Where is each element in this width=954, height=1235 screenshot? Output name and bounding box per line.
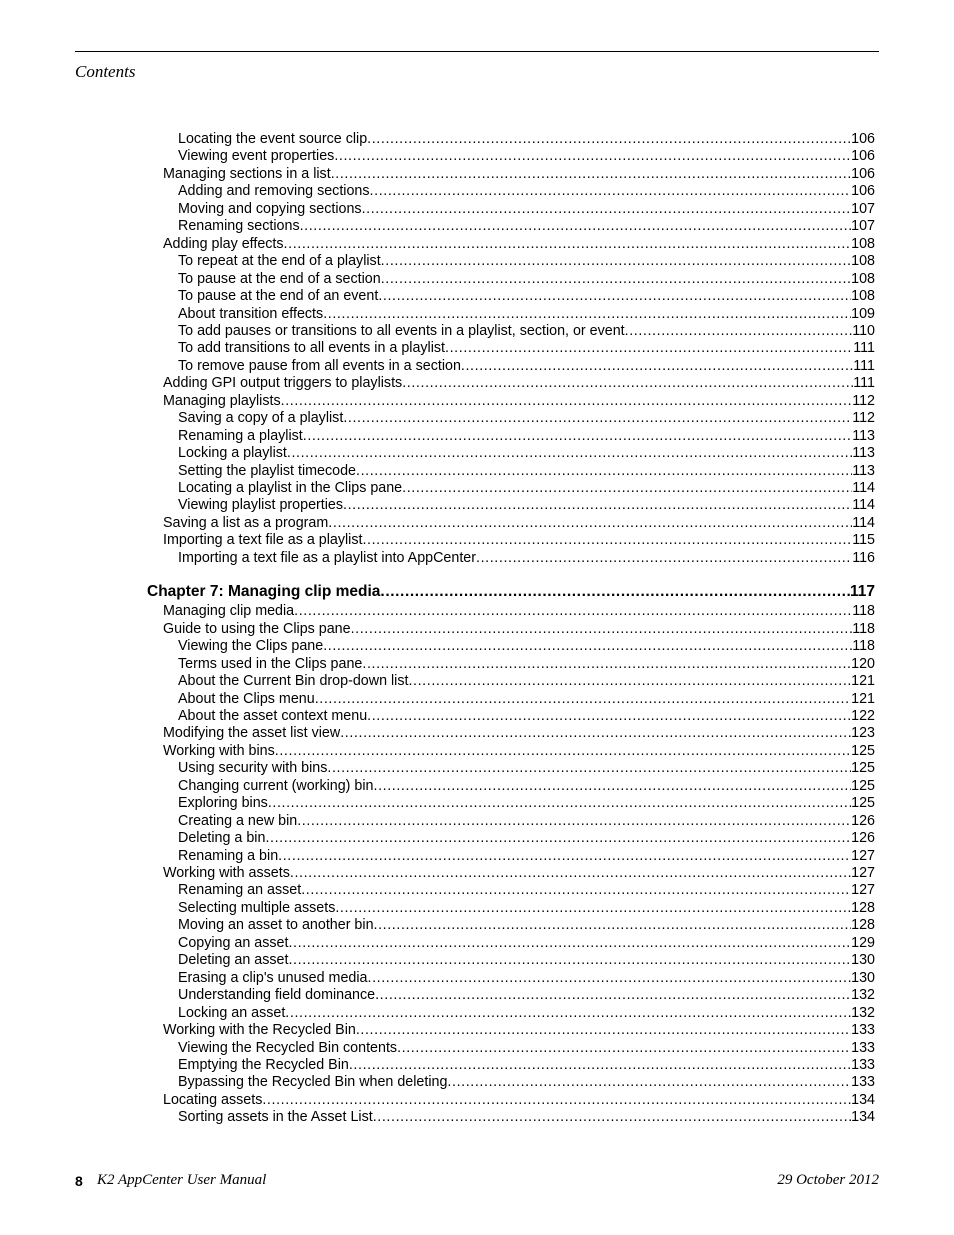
toc-entry[interactable] (178, 340, 875, 357)
toc-entry-page: 129 (851, 934, 875, 951)
toc-entry-page: 108 (851, 288, 875, 305)
toc-entry-title: Locating the event source clip (178, 131, 368, 147)
toc-entry[interactable] (178, 497, 875, 514)
header-rule (75, 51, 879, 52)
toc-entry[interactable] (178, 830, 875, 847)
toc-leader-dots (278, 848, 851, 865)
running-head: Contents (75, 62, 136, 81)
toc-leader-dots (351, 621, 853, 638)
toc-leader-dots (476, 550, 852, 567)
toc-entry-page: 118 (852, 603, 875, 620)
toc-entry-title: Deleting an asset (178, 952, 289, 969)
toc-entry-title: Adding play effects (163, 235, 284, 252)
toc-entry[interactable] (178, 760, 875, 777)
toc-leader-dots (362, 532, 852, 549)
toc-entry-title: About the Clips menu (178, 690, 315, 707)
toc-entry[interactable] (178, 795, 875, 812)
toc-entry-page: 133 (851, 1074, 875, 1091)
toc-leader-dots (331, 166, 851, 183)
toc-entry-title: Viewing the Recycled Bin contents (178, 1039, 398, 1056)
toc-entry-title: Managing sections in a list (163, 165, 331, 182)
footer-page-number: 8 (75, 1173, 83, 1189)
toc-chapter-entry[interactable] (147, 583, 875, 600)
toc-leader-dots (367, 708, 851, 725)
toc-entry-title: Viewing event properties (178, 148, 335, 165)
toc-entry-title: Deleting a bin (178, 830, 266, 847)
toc-entry-page: 126 (851, 830, 875, 847)
toc-entry[interactable] (178, 987, 875, 1004)
toc-leader-dots (285, 1005, 851, 1022)
toc-entry-title: Working with the Recycled Bin (163, 1022, 356, 1039)
toc-entry[interactable] (163, 375, 875, 392)
toc-entry[interactable] (178, 323, 875, 340)
toc-entry-page: 111 (853, 340, 875, 357)
toc-entry-title: To add pauses or transitions to all events in a playlist, section, or event (178, 322, 625, 339)
toc-leader-dots (290, 865, 851, 882)
toc-entry[interactable] (178, 848, 875, 865)
toc-leader-dots (447, 1074, 851, 1091)
toc-entry[interactable] (178, 428, 875, 445)
toc-entry-page: 133 (851, 1039, 875, 1056)
toc-entry-title: Bypassing the Recycled Bin when deleting (178, 1074, 448, 1091)
toc-entry-title: Moving an asset to another bin (178, 917, 374, 934)
toc-entry-page: 109 (851, 305, 875, 322)
toc-entry[interactable] (178, 638, 875, 655)
toc-entry[interactable] (178, 970, 875, 987)
toc-entry[interactable] (178, 183, 875, 200)
toc-leader-dots (380, 583, 850, 600)
toc-leader-dots (625, 323, 853, 340)
toc-entry-page: 106 (851, 131, 875, 147)
toc-entry[interactable] (178, 673, 875, 690)
toc-entry-page: 106 (851, 165, 875, 182)
toc-leader-dots (301, 882, 851, 899)
toc-entry-title: Changing current (working) bin (178, 777, 374, 794)
toc-entry-page: 110 (852, 322, 875, 339)
toc-leader-dots (374, 778, 852, 795)
toc-entry-page: 112 (852, 410, 875, 427)
toc-entry-page: 126 (851, 812, 875, 829)
toc-leader-dots (323, 638, 852, 655)
toc-entry-page: 118 (852, 638, 875, 655)
toc-leader-dots (408, 673, 851, 690)
toc-leader-dots (343, 497, 852, 514)
toc-leader-dots (300, 218, 852, 235)
toc-entry[interactable] (163, 532, 875, 549)
toc-entry[interactable] (178, 1005, 875, 1022)
toc-leader-dots (445, 340, 853, 357)
toc-entry-page: 114 (852, 514, 875, 531)
toc-leader-dots (284, 236, 852, 253)
toc-entry-page: 113 (852, 462, 875, 479)
toc-leader-dots (370, 183, 852, 200)
toc-entry-title: About the Current Bin drop-down list (178, 673, 409, 690)
toc-entry[interactable] (178, 1057, 875, 1074)
toc-entry-title: To pause at the end of a section (178, 270, 381, 287)
toc-entry-page: 128 (851, 917, 875, 934)
toc-entry[interactable] (178, 691, 875, 708)
toc-leader-dots (334, 148, 851, 165)
toc-entry[interactable] (178, 306, 875, 323)
toc-leader-dots (340, 725, 851, 742)
toc-entry-page: 125 (851, 777, 875, 794)
toc-entry-title: Locking a playlist (178, 445, 287, 462)
toc-leader-dots (375, 987, 851, 1004)
toc-entry[interactable] (163, 603, 875, 620)
toc-entry[interactable] (163, 1092, 875, 1109)
toc-entry-title: Managing playlists (163, 392, 281, 409)
toc-leader-dots (373, 1109, 851, 1126)
toc-entry[interactable] (178, 288, 875, 305)
toc-entry[interactable] (178, 1040, 875, 1057)
toc-entry[interactable] (163, 865, 875, 882)
toc-leader-dots (349, 1057, 851, 1074)
toc-entry-title: Viewing playlist properties (178, 497, 344, 514)
toc-entry[interactable] (178, 656, 875, 673)
toc-entry[interactable] (178, 550, 875, 567)
toc-leader-dots (397, 1040, 851, 1057)
toc-leader-dots (262, 1092, 851, 1109)
toc-entry[interactable] (178, 445, 875, 462)
toc-leader-dots (381, 253, 851, 270)
toc-entry-title: To add transitions to all events in a playlist (178, 340, 446, 357)
toc-entry-title: Locating assets (163, 1091, 263, 1108)
toc-entry-page: 125 (851, 760, 875, 777)
toc-leader-dots (335, 900, 851, 917)
toc-entry-title: Guide to using the Clips pane (163, 620, 351, 637)
toc-entry[interactable] (178, 1074, 875, 1091)
toc-entry-title: Importing a text file as a playlist into AppCenter (178, 549, 477, 566)
toc-entry-title: Managing clip media (163, 603, 295, 620)
toc-entry[interactable] (178, 358, 875, 375)
toc-entry-page: 130 (851, 952, 875, 969)
toc-entry-title: To repeat at the end of a playlist (178, 253, 381, 270)
toc-leader-dots (287, 445, 852, 462)
toc-entry[interactable] (178, 131, 875, 148)
toc-entry-page: 108 (851, 270, 875, 287)
toc-entry[interactable] (178, 935, 875, 952)
toc-entry-title: Chapter 7: Managing clip media (147, 583, 381, 601)
toc-entry-title: Moving and copying sections (178, 200, 362, 217)
toc-leader-dots (378, 288, 851, 305)
toc-leader-dots (461, 358, 853, 375)
toc-entry-title: Saving a list as a program (163, 514, 329, 531)
toc-entry-page: 133 (851, 1022, 875, 1039)
toc-entry-page: 108 (851, 235, 875, 252)
toc-leader-dots (343, 410, 852, 427)
toc-entry-title: Using security with bins (178, 760, 328, 777)
toc-leader-dots (265, 830, 851, 847)
toc-entry-title: Locating a playlist in the Clips pane (178, 480, 403, 496)
toc-entry-page: 125 (851, 795, 875, 812)
toc-entry[interactable] (178, 917, 875, 934)
toc-entry-title: Viewing the Clips pane (178, 638, 324, 655)
toc-entry[interactable] (178, 480, 875, 497)
toc-leader-dots (303, 428, 852, 445)
toc-leader-dots (297, 813, 851, 830)
toc-entry-page: 116 (852, 549, 875, 566)
toc-leader-dots (275, 743, 851, 760)
toc-leader-dots (368, 970, 852, 987)
toc-entry[interactable] (178, 410, 875, 427)
toc-entry[interactable] (163, 621, 875, 638)
toc-entry-title: About the asset context menu (178, 707, 368, 724)
toc-leader-dots (362, 656, 851, 673)
toc-leader-dots (356, 463, 852, 480)
toc-entry-page: 115 (852, 532, 875, 549)
toc-entry-title: Modifying the asset list view (163, 725, 341, 742)
toc-entry[interactable] (178, 778, 875, 795)
toc-entry-page: 117 (849, 583, 875, 601)
toc-entry-page: 106 (851, 148, 875, 165)
toc-entry[interactable] (178, 952, 875, 969)
toc-leader-dots (281, 393, 853, 410)
toc-entry-title: Renaming an asset (178, 882, 302, 899)
toc-entry[interactable] (178, 271, 875, 288)
toc-entry-title: Emptying the Recycled Bin (178, 1056, 349, 1073)
toc-leader-dots (381, 271, 851, 288)
toc-entry-title: Adding and removing sections (178, 183, 370, 200)
toc-entry[interactable] (163, 393, 875, 410)
toc-entry-page: 111 (853, 375, 875, 392)
footer-manual-title: K2 AppCenter User Manual (97, 1172, 267, 1188)
toc-entry-title: Saving a copy of a playlist (178, 410, 344, 427)
toc-entry-page: 108 (851, 253, 875, 270)
toc-entry-page: 133 (851, 1056, 875, 1073)
toc-entry-page: 123 (851, 725, 875, 742)
toc-entry-title: Working with bins (163, 742, 275, 759)
toc-entry-page: 132 (851, 1004, 875, 1021)
toc-entry-page: 121 (851, 690, 875, 707)
toc-entry-page: 107 (851, 218, 875, 235)
toc-entry-page: 118 (852, 620, 875, 637)
toc-leader-dots (268, 795, 851, 812)
toc-entry[interactable] (178, 218, 875, 235)
toc-entry[interactable] (163, 166, 875, 183)
toc-entry[interactable] (178, 201, 875, 218)
toc-entry-page: 113 (852, 445, 875, 462)
toc-entry-title: Selecting multiple assets (178, 899, 336, 916)
toc-entry-page: 127 (851, 865, 875, 881)
toc-entry-title: To remove pause from all events in a section (178, 357, 461, 374)
toc-entry-title: Sorting assets in the Asset List (178, 1109, 373, 1126)
toc-entry-page: 128 (851, 899, 875, 916)
toc-leader-dots (327, 760, 851, 777)
toc-entry[interactable] (178, 882, 875, 899)
toc-entry-title: Renaming sections (178, 218, 300, 235)
toc-entry[interactable] (178, 463, 875, 480)
toc-entry-title: Working with assets (163, 865, 290, 881)
toc-entry[interactable] (163, 725, 875, 742)
toc-entry[interactable] (178, 1109, 875, 1126)
toc-entry-page: 106 (851, 183, 875, 200)
toc-entry-page: 134 (851, 1109, 875, 1126)
toc-leader-dots (402, 480, 852, 497)
toc-entry-title: Understanding field dominance (178, 987, 376, 1004)
toc-entry[interactable] (178, 813, 875, 830)
toc-entry-page: 120 (851, 655, 875, 672)
toc-entry-page: 125 (851, 742, 875, 759)
footer-date: 29 October 2012 (777, 1172, 879, 1188)
toc-leader-dots (374, 917, 852, 934)
toc-entry-title: Copying an asset (178, 934, 289, 951)
toc-entry[interactable] (178, 900, 875, 917)
toc-entry[interactable] (178, 253, 875, 270)
toc-entry[interactable] (163, 743, 875, 760)
toc-entry-title: Importing a text file as a playlist (163, 532, 363, 549)
toc-entry-page: 107 (851, 200, 875, 217)
toc-entry[interactable] (178, 708, 875, 725)
toc-entry-page: 134 (851, 1091, 875, 1108)
toc-entry-title: Exploring bins (178, 795, 268, 812)
toc-leader-dots (294, 603, 852, 620)
toc-entry-page: 112 (852, 392, 875, 409)
toc-entry[interactable] (163, 236, 875, 253)
toc-leader-dots (402, 375, 853, 392)
toc-entry-title: Locking an asset (178, 1004, 286, 1021)
toc-entry-title: About transition effects (178, 305, 324, 322)
toc-leader-dots (288, 935, 851, 952)
toc-entry-title: Renaming a bin (178, 847, 279, 864)
toc-entry-title: Creating a new bin (178, 812, 298, 829)
toc-entry-title: Erasing a clip's unused media (178, 969, 368, 986)
toc-entry-page: 114 (852, 480, 875, 496)
toc-entry-title: To pause at the end of an event (178, 288, 379, 305)
toc-entry-page: 121 (851, 673, 875, 690)
toc-entry-page: 122 (851, 707, 875, 724)
toc-entry[interactable] (178, 148, 875, 165)
toc-leader-dots (362, 201, 852, 218)
toc-leader-dots (315, 691, 851, 708)
toc-leader-dots (323, 306, 851, 323)
toc-leader-dots (356, 1022, 851, 1039)
toc-entry-page: 111 (853, 357, 875, 374)
toc-entry[interactable] (163, 1022, 875, 1039)
toc-leader-dots (328, 515, 852, 532)
toc-entry-page: 132 (851, 987, 875, 1004)
toc-leader-dots (367, 131, 851, 148)
toc-entry-page: 114 (852, 497, 875, 514)
toc-leader-dots (288, 952, 851, 969)
toc-entry-page: 130 (851, 969, 875, 986)
toc-entry-page: 127 (851, 882, 875, 899)
toc-entry-title: Adding GPI output triggers to playlists (163, 375, 403, 392)
toc-entry-page: 127 (851, 847, 875, 864)
toc-entry-title: Setting the playlist timecode (178, 462, 357, 479)
toc-entry-title: Terms used in the Clips pane (178, 655, 363, 672)
toc-entry-page: 113 (852, 427, 875, 444)
toc-entry-title: Renaming a playlist (178, 427, 303, 444)
toc-entry[interactable] (163, 515, 875, 532)
